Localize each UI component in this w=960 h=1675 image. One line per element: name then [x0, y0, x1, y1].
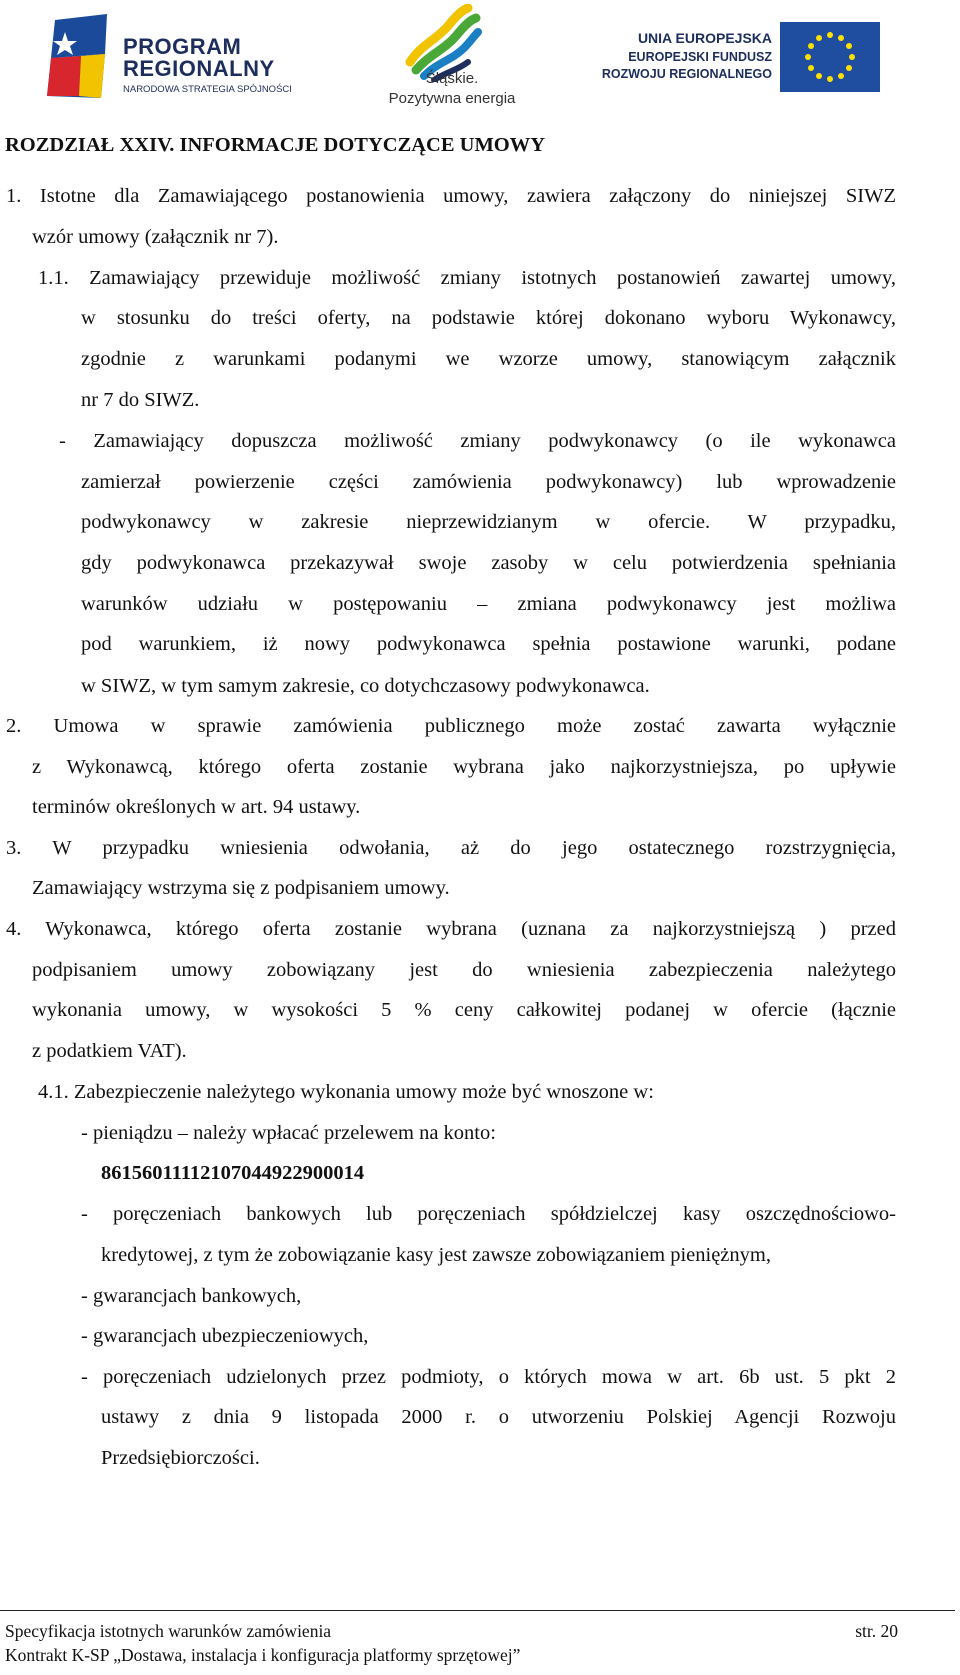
paragraph-line: Przedsiębiorczości.: [101, 1447, 260, 1469]
paragraph-line: wykonania umowy, w wysokości 5 % ceny całkowitej podanej w ofercie (łącznie: [32, 999, 896, 1021]
program-regionalny-logo: [45, 14, 335, 98]
paragraph-line: nr 7 do SIWZ.: [81, 389, 200, 411]
slaskie-logo-line1: Śląskie.: [425, 70, 479, 87]
slaskie-logo: [382, 4, 522, 114]
program-logo-line2: REGIONALNY: [123, 56, 275, 81]
eu-logo-line3: ROZWOJU REGIONALNEGO: [601, 67, 772, 81]
paragraph-line: - gwarancjach ubezpieczeniowych,: [81, 1325, 369, 1347]
paragraph-line: podpisaniem umowy zobowiązany jest do wniesienia zabezpieczenia należytego: [32, 959, 896, 981]
paragraph-line: w SIWZ, w tym samym zakresie, co dotychczasowy podwykonawca.: [81, 675, 650, 697]
paragraph-line: - poręczeniach bankowych lub poręczeniach spółdzielczej kasy oszczędnościowo-: [81, 1203, 896, 1225]
eu-logo-line2: EUROPEJSKI FUNDUSZ: [628, 50, 772, 64]
paragraph-line: - gwarancjach bankowych,: [81, 1285, 302, 1307]
slaskie-logo-line2: Pozytywna energia: [388, 90, 516, 107]
eu-flag-icon: [780, 22, 880, 92]
footer-contract-title: Kontrakt K-SP „Dostawa, instalacja i konfiguracja platformy sprzętowej”: [5, 1645, 521, 1665]
paragraph-line: wzór umowy (załącznik nr 7).: [32, 226, 279, 248]
program-logo-line1: PROGRAM: [123, 34, 242, 59]
paragraph-line: zgodnie z warunkami podanymi we wzorze umowy, stanowiącym załącznik: [81, 348, 896, 370]
footer-page-number: str. 20: [855, 1621, 898, 1641]
footer-divider: [0, 1610, 955, 1611]
footer-document-title: Specyfikacja istotnych warunków zamówienia: [5, 1621, 332, 1641]
paragraph-line: w stosunku do treści oferty, na podstawie której dokonano wyboru Wykonawcy,: [81, 307, 896, 329]
paragraph-line: 1. Istotne dla Zamawiającego postanowienia umowy, zawiera załączony do niniejszej SIWZ: [6, 185, 896, 207]
paragraph-line: Zamawiający wstrzyma się z podpisaniem umowy.: [32, 877, 450, 899]
eu-logo: [590, 22, 890, 94]
paragraph-line: 3. W przypadku wniesienia odwołania, aż do jego ostatecznego rozstrzygnięcia,: [6, 837, 896, 859]
paragraph-line: ustawy z dnia 9 listopada 2000 r. o utworzeniu Polskiej Agencji Rozwoju: [101, 1406, 896, 1428]
paragraph-line: - pieniądzu – należy wpłacać przelewem na konto:: [81, 1122, 496, 1144]
bank-account-number: 86156011112107044922900014: [101, 1162, 365, 1184]
paragraph-line: 1.1. Zamawiający przewiduje możliwość zmiany istotnych postanowień zawartej umowy,: [38, 267, 896, 289]
paragraph-line: z Wykonawcą, którego oferta zostanie wybrana jako najkorzystniejsza, po upływie: [32, 756, 896, 778]
paragraph-line: podwykonawcy w zakresie nieprzewidzianym w ofercie. W przypadku,: [81, 511, 896, 533]
program-logo-line3: NARODOWA STRATEGIA SPÓJNOŚCI: [123, 84, 292, 95]
program-flag-icon: [45, 14, 117, 98]
paragraph-line: zamierzał powierzenie części zamówienia podwykonawcy) lub wprowadzenie: [81, 471, 896, 493]
eu-logo-line1: UNIA EUROPEJSKA: [637, 30, 772, 46]
paragraph-line: pod warunkiem, iż nowy podwykonawca spełnia postawione warunki, podane: [81, 633, 896, 655]
paragraph-line: 2. Umowa w sprawie zamówienia publicznego może zostać zawarta wyłącznie: [6, 715, 896, 737]
paragraph-line: terminów określonych w art. 94 ustawy.: [32, 796, 361, 818]
paragraph-line: kredytowej, z tym że zobowiązanie kasy jest zawsze zobowiązaniem pieniężnym,: [101, 1244, 771, 1266]
page-header: [0, 0, 960, 118]
paragraph-line: z podatkiem VAT).: [32, 1040, 187, 1062]
chapter-heading: ROZDZIAŁ XXIV. INFORMACJE DOTYCZĄCE UMOWY: [5, 134, 546, 156]
paragraph-line: - poręczeniach udzielonych przez podmioty, o których mowa w art. 6b ust. 5 pkt 2: [81, 1366, 896, 1388]
paragraph-line: gdy podwykonawca przekazywał swoje zasoby w celu potwierdzenia spełniania: [81, 552, 896, 574]
paragraph-line: - Zamawiający dopuszcza możliwość zmiany podwykonawcy (o ile wykonawca: [59, 430, 896, 452]
paragraph-line: warunków udziału w postępowaniu – zmiana podwykonawcy jest możliwa: [81, 593, 896, 615]
paragraph-line: 4. Wykonawca, którego oferta zostanie wybrana (uznana za najkorzystniejszą ) przed: [6, 918, 896, 940]
paragraph-line: 4.1. Zabezpieczenie należytego wykonania umowy może być wnoszone w:: [38, 1081, 654, 1103]
